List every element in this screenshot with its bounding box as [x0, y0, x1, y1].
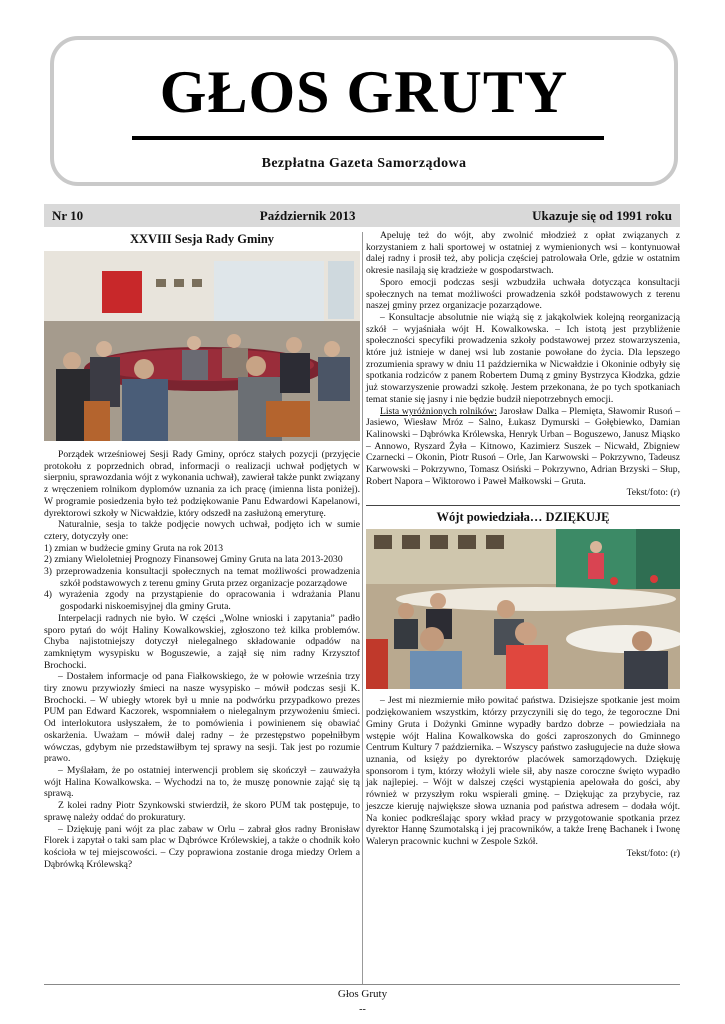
list-item: 3) przeprowadzenia konsultacji społecznych na temat możliwości prowadzenia szkół podstawowych z terenu gminy Gruta przez organizacje pozarządowe	[44, 566, 360, 589]
paragraph: – Dostałem informacje od pana Fiałkowskiego, że w połowie września trzy tiry znowu przywiozły śmieci na nasze wysypisko – mówił podczas sesji K. Brochocki. – W ubiegły wtorek był u mnie na podwórku przypadkowo prezes PUM pan Edward Kaczorek, wspomniałem o nielegalnym przywożeniu śmieci. Od interlokutora usłyszałem, że to pomówienia i powinienem się obawiać oskarżenia. Uważam – mówił dalej radny – że przestępstwo popełniłbym wówczas, gdybym nie przedstawiłbym tej sprawy na sesji. Tak jest po rozumie prawo.	[44, 671, 360, 765]
left-column	[44, 230, 360, 870]
page-number: --	[359, 1004, 366, 1015]
article-body	[44, 449, 360, 870]
paragraph: Interpelacji radnych nie było. W części „Wolne wnioski i zapytania” padło sporo pytań do wójt Haliny Kowalkowskiej, zgłoszono też kilka problemów. Chyba najistotniejszy dotyczył nielegalnego składowanie odpadów na zamkniętym wysypisku w Boguszewie, a zajął się nim radny Krzysztof Brochocki.	[44, 612, 360, 671]
council-session-photo	[44, 251, 360, 441]
newspaper-title: GŁOS GRUTY	[159, 59, 569, 125]
paragraph: Naturalnie, sesja to także podjęcie nowych uchwał, podjęto ich w sumie cztery, dotyczyły one:	[44, 519, 360, 542]
column-divider	[362, 232, 363, 984]
paragraph: – Jest mi niezmiernie miło powitać państwa. Dzisiejsze spotkanie jest moim podziękowaniem wszystkim, którzy przyczynili się do tego, że tegoroczne Dni Gminy Gruta i Dożynki Gminne wypadły bardzo dobrze – powiedziała na wstępie wójt Halina Kowalkowska do gości zaproszonych do Gminnego Centrum Kultury 7 października. – Wszyscy państwo zasługujecie na duże słowa uznania, od księży po dyrektorów placówek samorządowych. Dziękuję sponsorom i tym, którzy włożyli wiele sił, aby nasze coroczne święto wypadło jak najlepiej. – Wójt w dalszej części wystąpienia apelowała do gości, aby również w przyszłym roku wspierali gminę. – Dziękując za przybycie, raz jeszcze kieruję największe słowa uznania pod państwa adresem – dodała wójt. Na koniec podkreślając spory wkład pracy w przygotowanie spotkania przez dyrektor Hannę Szumotalską i jej pracowników, a także Irenę Bachanek i Iwonę Waleryn pracownic kuchni w Zespole Szkół.	[366, 695, 680, 847]
newspaper-subtitle: Bezpłatna Gazeta Samorządowa	[261, 156, 467, 171]
paragraph: Sporo emocji podczas sesji wzbudziła uchwała dotycząca konsultacji społecznych na temat możliwości prowadzenia szkół podstawowych z terenu naszej gminy przez organizacje pozarządowe.	[366, 276, 680, 312]
farmers-list-label: Lista wyróżnionych rolników:	[380, 405, 497, 417]
article-title: Wójt powiedziała… DZIĘKUJĘ	[436, 510, 610, 525]
issue-info-bar	[44, 204, 680, 227]
paragraph: – Dziękuję pani wójt za plac zabaw w Orlu – zabrał głos radny Bronisław Florek i zapytał o taki sam plac w Dąbrówce Królewskiej, a także o chodnik koło kościoła w tej miejscowości. – Czy poprawiona zostanie droga miedzy Orlem a Dąbrówką Królewską?	[44, 823, 360, 870]
text-photo-credit: Tekst/foto: (r)	[626, 847, 680, 859]
issue-number: Nr 10	[52, 207, 84, 223]
list-item: 4) wyrażenia zgody na przystąpienie do opracowania i wdrażania Planu gospodarki niskoemisyjnej dla gminy Gruta.	[44, 589, 360, 613]
right-column	[366, 230, 680, 860]
farmers-list	[366, 406, 680, 488]
list-item: 1) zmian w budżecie gminy Gruta na rok 2013	[44, 542, 224, 554]
title-underline	[132, 136, 604, 140]
list-item: 2) zmiany Wieloletniej Prognozy Finansowej Gminy Gruta na lata 2013-2030	[44, 554, 343, 566]
issue-date: Październik 2013	[259, 207, 356, 223]
article-body	[366, 695, 680, 847]
paragraph: Apeluję też do wójt, aby zwolnić młodzież z opłat związanych z korzystaniem z hali sportowej w ostatniej z wymienionych wsi – kontynuował dalej radny i prosił też, aby policja częściej patrolowała Orle, gdzie w ostatnim okresie nasilają się kradzieże w gospodarstwach.	[366, 230, 680, 277]
article-continuation	[366, 230, 680, 487]
text-photo-credit: Tekst/foto: (r)	[626, 487, 680, 499]
article-title: XXVIII Sesja Rady Gminy	[129, 232, 275, 246]
paragraph: – Konsultacje absolutnie nie wiążą się z jakąkolwiek kolejną reorganizacją szkół – wyjaśniała wójt H. Kowalkowska. – Ich istotą jest przybliżenie społeczności specyfiki prowadzenia szkoły podstawowej przez stowarzyszenia, które już istnieje w danej wsi lub zostanie powołane do życia. Dla lepszego zrozumienia sprawy w dniu 11 października w Nicwałdzie i Okoninie odbyły się spotkania rodziców z panem Robertem Dumą z gminy Bystrzyca Kłodzka, gdzie już stowarzyszenie prowadzi szkołę. Jestem przekonana, że po tych spotkaniach temat stanie się jasny i nie będzie budził niepotrzebnych emocji.	[366, 311, 680, 405]
farmers-list-text: Jarosław Dalka – Plemięta, Sławomir Rusoń – Jasiewo, Wiesław Mróz – Salno, Łukasz Dymurski – Gołębiewko, Damian Kalinowski – Dąbrówka Królewska, Henryk Urban – Boguszewo, Janusz Miąsko – Annowo, Ryszard Żyła – Kitnowo, Kazimierz Suszek – Nicwałd, Zbigniew Czarnecki – Okonin, Piotr Rusoń – Orle, Jan Karwowski – Pokrzywno, Tadeusz Karwowski – Pokrzywno, Tomasz Osiński – Pokrzywno, Adrian Brzyski – Słup, Robert Napora – Wiktorowo i Paweł Małkowski – Gruta.	[366, 405, 680, 487]
footer-rule	[44, 984, 680, 985]
paragraph: Z kolei radny Piotr Szynkowski stwierdził, że skoro PUM tak postępuje, to sprawę należy oddać do prokuratury.	[44, 800, 360, 823]
publication-since: Ukazuje się od 1991 roku	[532, 207, 672, 223]
footer-publication-name: Głos Gruty	[337, 988, 388, 1000]
masthead	[50, 36, 678, 186]
paragraph: Porządek wrześniowej Sesji Rady Gminy, oprócz stałych pozycji (przyjęcie protokołu z poprzednich obrad, informacji o realizacji uchwał podjętych w sierpniu, sprawozdania wójt z wykonania uchwał), zawierał także punkt związany z wręczeniem rolnikom dyplomów uznania za ich pracę (imienna lista poniżej). W programie posiedzenia było też podziękowanie Panu Edwardowi Kapelanowi, dyrektorowi szkoły w Nicwałdzie, który odszedł na zasłużoną emeryturę.	[44, 449, 360, 519]
paragraph: – Myślałam, że po ostatniej interwencji problem się skończył – zauważyła wójt Halina Kowalkowska. – Wychodzi na to, że muszę ponownie zająć się tą sprawą.	[44, 764, 360, 800]
thank-you-meeting-photo	[366, 529, 680, 689]
section-divider	[366, 505, 680, 506]
resolutions-list	[44, 543, 360, 613]
